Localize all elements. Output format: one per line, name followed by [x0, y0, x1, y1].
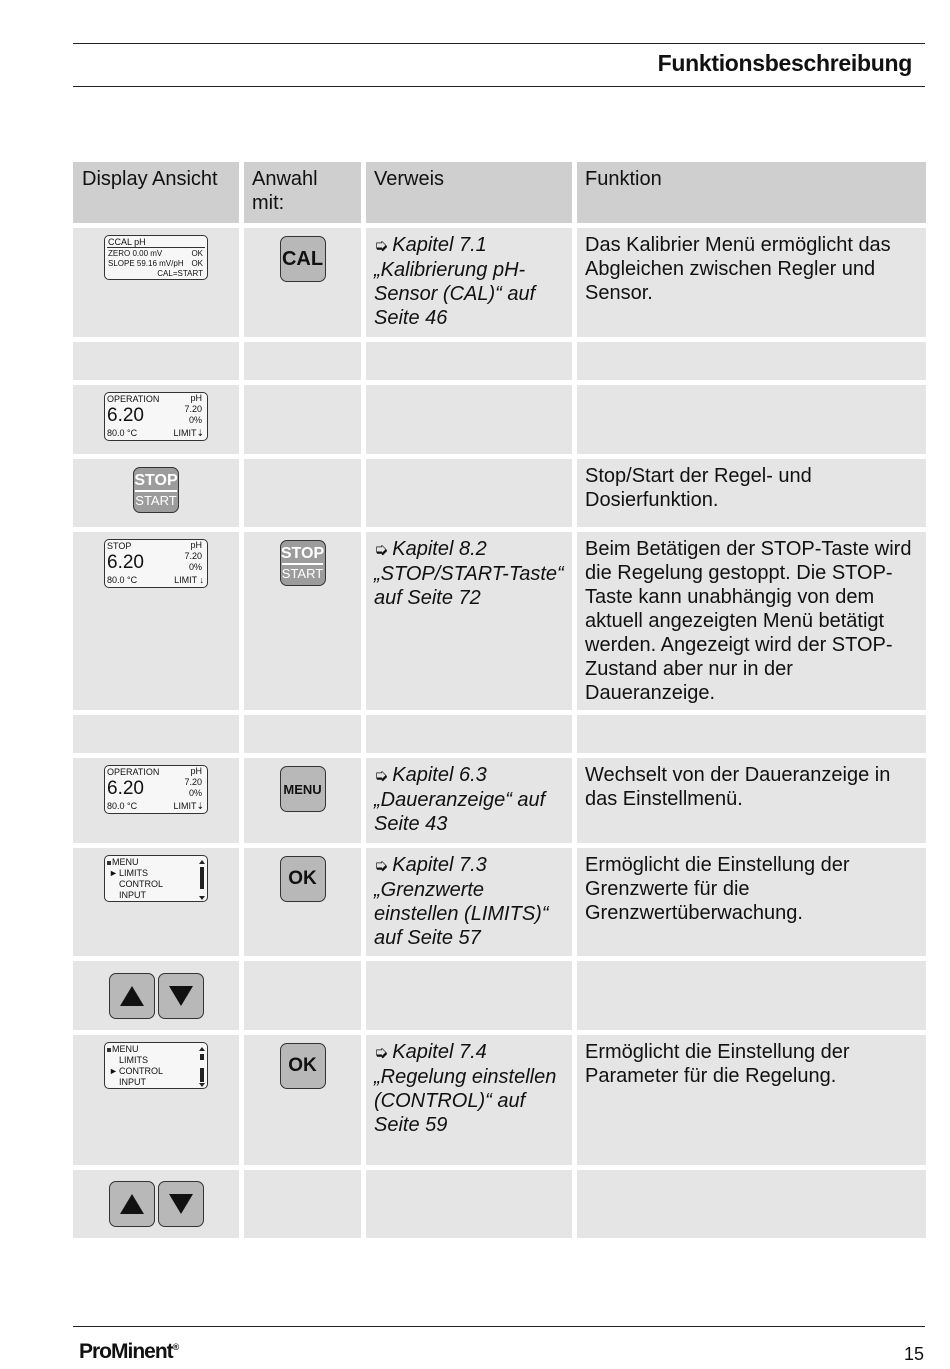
function-text: Ermöglicht die Einstellung der Grenzwerte für die Grenzwertüberwachung.	[577, 848, 926, 956]
menu-key[interactable]: MENU	[280, 766, 326, 812]
function-text: Wechselt von der Daueranzeige in das Einstellmenü.	[577, 758, 926, 843]
menu-pointer-icon: ►	[109, 1066, 118, 1076]
table-header-row	[73, 162, 926, 223]
function-text: Stop/Start der Regel- und Dosierfunktion.	[577, 459, 926, 527]
table-row	[73, 228, 926, 337]
lcd-display-cal: CCAL pH ZERO 0.00 mV OK SLOPE 59.16 mV/pH OK CAL=START	[104, 235, 208, 280]
reference-arrow-icon: ➭	[374, 1043, 389, 1062]
reference-link[interactable]: Kapitel 6.3 „Daueranzeige“ auf Seite 43	[374, 764, 546, 835]
table-row	[73, 385, 926, 454]
page-number: 15	[903, 1344, 924, 1364]
cal-key[interactable]: CAL	[280, 236, 326, 282]
reference-link[interactable]: Kapitel 8.2 „STOP/START-Taste“ auf Seite 72	[374, 538, 564, 609]
prominent-logo: ProMinent®	[79, 1340, 180, 1363]
table-row	[73, 961, 926, 1030]
footer-rule	[73, 1326, 925, 1327]
reference-arrow-icon: ➭	[374, 856, 389, 875]
reference-link[interactable]: Kapitel 7.3 „Grenzwerte einstellen (LIMITS)“ auf Seite 57	[374, 854, 549, 949]
header-rule	[73, 43, 925, 44]
lcd-display-operation: OPERATION pH 6.20 7.20 0% 80.0 °C LIMIT⇣	[104, 392, 208, 441]
lcd-menu-control: MENU LIMITS ► CONTROL INPUT	[104, 1042, 208, 1089]
function-text: Beim Betätigen der STOP-Taste wird die Regelung gestoppt. Die STOP-Taste kann unabhängig von dem aktuell angezeigten Menü betätigt werden. Angezeigt wird der STOP-Zustand aber nur in der Daueranzeige.	[577, 532, 926, 710]
up-arrow-icon	[119, 985, 145, 1007]
reference-arrow-icon: ➭	[374, 236, 389, 255]
lcd-menu-limits: MENU ► LIMITS CONTROL INPUT	[104, 855, 208, 902]
table-row	[73, 1170, 926, 1238]
lcd-display-stop: STOP pH 6.20 7.20 0% 80.0 °C LIMIT ↓	[104, 539, 208, 588]
up-key[interactable]	[109, 1181, 155, 1227]
header-subrule	[73, 86, 925, 87]
table-row	[73, 459, 926, 527]
header-display: Display Ansicht	[73, 162, 239, 223]
header-function: Funktion	[577, 162, 926, 223]
menu-item-input[interactable]: INPUT	[119, 1077, 146, 1087]
stop-start-key[interactable]: STOP START	[280, 540, 326, 586]
menu-item-control[interactable]: CONTROL	[119, 879, 164, 889]
table-row	[73, 758, 926, 843]
menu-scrollbar	[200, 860, 204, 896]
stop-start-key[interactable]: STOP START	[133, 467, 179, 513]
menu-item-limits[interactable]: LIMITS	[119, 868, 149, 878]
lcd-display-operation: OPERATION pH 6.20 7.20 0% 80.0 °C LIMIT⇣	[104, 765, 208, 814]
function-text: Ermöglicht die Einstellung der Parameter für die Regelung.	[577, 1035, 926, 1165]
function-text: Das Kalibrier Menü ermöglicht das Abgleichen zwischen Regler und Sensor.	[577, 228, 926, 337]
down-key[interactable]	[158, 1181, 204, 1227]
menu-item-limits[interactable]: LIMITS	[119, 1055, 149, 1065]
table-row-empty	[73, 715, 926, 753]
reference-arrow-icon: ➭	[374, 766, 389, 785]
down-key[interactable]	[158, 973, 204, 1019]
menu-item-control[interactable]: CONTROL	[119, 1066, 164, 1076]
up-key[interactable]	[109, 973, 155, 1019]
reference-link[interactable]: Kapitel 7.4 „Regelung einstellen (CONTROL)“ auf Seite 59	[374, 1041, 557, 1136]
page-title: Funktionsbeschreibung	[657, 50, 912, 76]
ok-key[interactable]: OK	[280, 856, 326, 902]
reference-arrow-icon: ➭	[374, 540, 389, 559]
table-row-empty	[73, 342, 926, 380]
menu-item-input[interactable]: INPUT	[119, 890, 146, 900]
header-reference: Verweis	[366, 162, 572, 223]
menu-scrollbar	[200, 1047, 204, 1083]
up-arrow-icon	[119, 1193, 145, 1215]
down-arrow-icon	[168, 1193, 194, 1215]
table-row	[73, 1035, 926, 1165]
function-table	[73, 162, 926, 1243]
down-arrow-icon	[168, 985, 194, 1007]
menu-pointer-icon: ►	[109, 868, 118, 878]
table-row	[73, 532, 926, 710]
table-row	[73, 848, 926, 956]
reference-link[interactable]: Kapitel 7.1 „Kalibrierung pH-Sensor (CAL)“ auf Seite 46	[374, 234, 536, 329]
header-selection: Anwahl mit:	[244, 162, 361, 223]
ok-key[interactable]: OK	[280, 1043, 326, 1089]
